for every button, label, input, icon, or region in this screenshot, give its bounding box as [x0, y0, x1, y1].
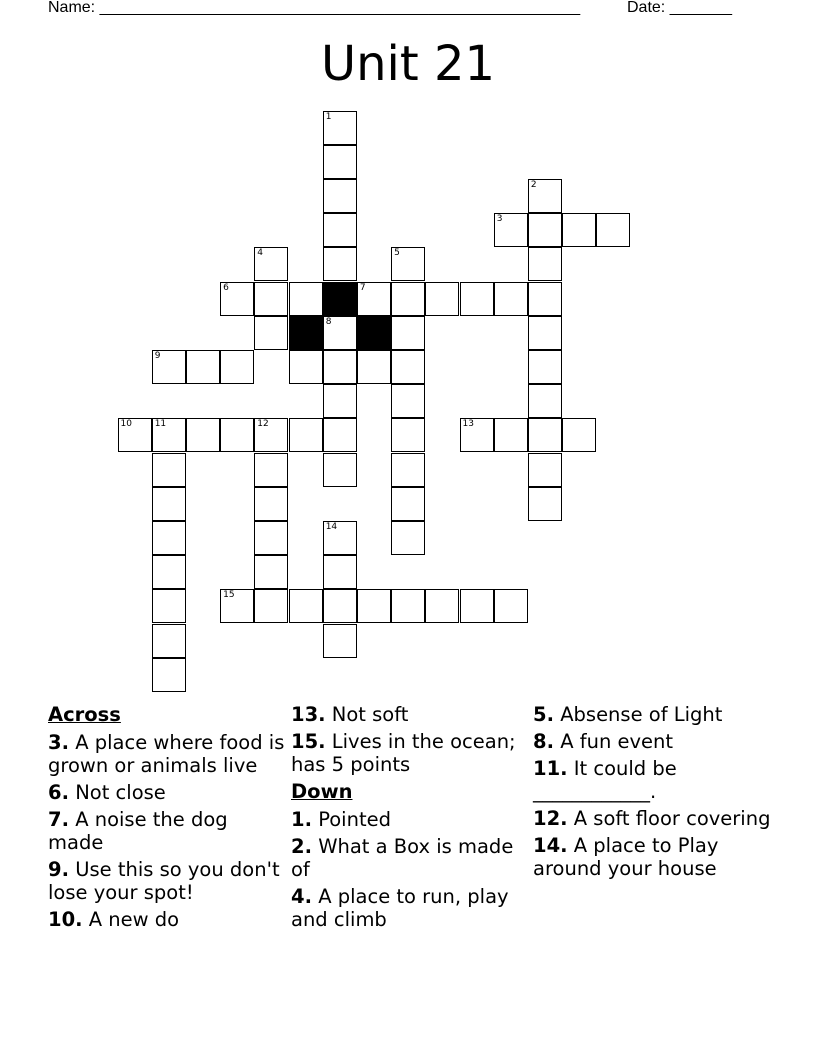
clue-across-9: 9. Use this so you don't lose your spot!	[48, 858, 280, 904]
crossword-cell[interactable]	[323, 384, 357, 418]
clue-across-3: 3. A place where food is grown or animals live	[48, 731, 285, 777]
crossword-cell[interactable]	[596, 213, 630, 247]
crossword-cell[interactable]	[152, 487, 186, 521]
crossword-cell[interactable]	[323, 453, 357, 487]
clue-number: 15	[223, 590, 235, 601]
clue-down-2: 2. What a Box is made of	[291, 835, 514, 881]
crossword-cell[interactable]	[391, 282, 425, 316]
crossword-cell[interactable]	[357, 350, 391, 384]
crossword-cell[interactable]	[323, 213, 357, 247]
crossword-cell[interactable]	[391, 350, 425, 384]
crossword-cell[interactable]	[323, 418, 357, 452]
black-cell	[323, 282, 357, 316]
black-cell	[357, 316, 391, 350]
clues-column-3	[533, 703, 773, 884]
crossword-cell[interactable]	[118, 418, 152, 452]
clue-number: 5	[394, 248, 400, 259]
crossword-cell[interactable]	[460, 282, 494, 316]
crossword-cell[interactable]	[391, 384, 425, 418]
crossword-cell[interactable]	[528, 213, 562, 247]
crossword-cell[interactable]	[186, 418, 220, 452]
crossword-cell[interactable]	[528, 350, 562, 384]
crossword-cell[interactable]	[528, 418, 562, 452]
crossword-cell[interactable]	[254, 418, 288, 452]
crossword-cell[interactable]	[391, 316, 425, 350]
crossword-cell[interactable]	[528, 282, 562, 316]
clue-across-15: 15. Lives in the ocean; has 5 points	[291, 730, 516, 776]
crossword-cell[interactable]	[152, 624, 186, 658]
crossword-cell[interactable]	[528, 453, 562, 487]
crossword-cell[interactable]	[528, 247, 562, 281]
crossword-cell[interactable]	[528, 384, 562, 418]
crossword-cell[interactable]	[323, 350, 357, 384]
crossword-cell[interactable]	[391, 247, 425, 281]
clue-number: 11	[154, 419, 167, 430]
crossword-cell[interactable]	[289, 282, 323, 316]
crossword-cell[interactable]	[152, 521, 186, 555]
crossword-cell[interactable]	[528, 487, 562, 521]
crossword-cell[interactable]	[152, 350, 186, 384]
clue-number: 9	[154, 350, 161, 361]
crossword-cell[interactable]	[494, 213, 528, 247]
crossword-cell[interactable]	[494, 282, 528, 316]
date-field[interactable]: Date: _______	[627, 0, 732, 16]
crossword-cell[interactable]	[186, 350, 220, 384]
clue-number: 2	[530, 179, 537, 190]
crossword-cell[interactable]	[254, 521, 288, 555]
name-field[interactable]: Name: ______________________________________________________	[48, 0, 581, 16]
page-title: Unit 21	[320, 36, 496, 92]
crossword-cell[interactable]	[460, 418, 494, 452]
clue-number: 3	[496, 214, 503, 225]
clue-number: 8	[325, 316, 332, 327]
crossword-cell[interactable]	[357, 282, 391, 316]
crossword-cell[interactable]	[391, 521, 425, 555]
clue-number: 4	[257, 248, 264, 259]
crossword-cell[interactable]	[152, 589, 186, 623]
crossword-cell[interactable]	[254, 487, 288, 521]
crossword-cell[interactable]	[323, 316, 357, 350]
crossword-cell[interactable]	[460, 589, 494, 623]
crossword-cell[interactable]	[254, 316, 288, 350]
crossword-cell[interactable]	[323, 145, 357, 179]
crossword-cell[interactable]	[323, 555, 357, 589]
clue-number: 1	[325, 111, 332, 122]
black-cell	[289, 316, 323, 350]
crossword-cell[interactable]	[254, 247, 288, 281]
clue-number: 12	[257, 419, 269, 430]
crossword-cell[interactable]	[289, 418, 323, 452]
clue-across-10: 10. A new do	[48, 908, 180, 931]
crossword-cell[interactable]	[289, 589, 323, 623]
clue-down-14: 14. A place to Play around your house	[533, 834, 719, 880]
crossword-cell[interactable]	[528, 316, 562, 350]
clue-down-11: 11. It could be ____________.	[533, 757, 677, 803]
crossword-cell[interactable]	[289, 350, 323, 384]
crossword-cell[interactable]	[357, 589, 391, 623]
clue-down-4: 4. A place to run, play and climb	[291, 885, 509, 931]
crossword-cell[interactable]	[254, 555, 288, 589]
crossword-cell[interactable]	[323, 589, 357, 623]
crossword-cell[interactable]	[391, 487, 425, 521]
clue-across-7: 7. A noise the dog made	[48, 808, 228, 854]
crossword-cell[interactable]	[391, 453, 425, 487]
crossword-cell[interactable]	[220, 418, 254, 452]
crossword-cell[interactable]	[562, 213, 596, 247]
clues-column-1	[48, 703, 288, 935]
crossword-cell[interactable]	[254, 589, 288, 623]
crossword-cell[interactable]	[152, 658, 186, 692]
crossword-cell[interactable]	[254, 282, 288, 316]
crossword-cell[interactable]	[323, 624, 357, 658]
clue-down-8: 8. A fun event	[533, 730, 674, 753]
crossword-cell[interactable]	[323, 521, 357, 555]
clue-number: 6	[223, 282, 229, 293]
clues-column-2	[291, 703, 531, 935]
across-heading: Across	[48, 703, 121, 726]
crossword-cell[interactable]	[425, 589, 459, 623]
crossword-cell[interactable]	[152, 453, 186, 487]
clue-number: 14	[325, 521, 338, 532]
clue-across-6: 6. Not close	[48, 781, 166, 804]
crossword-cell[interactable]	[391, 418, 425, 452]
crossword-cell[interactable]	[494, 589, 528, 623]
crossword-cell[interactable]	[323, 247, 357, 281]
clue-number: 7	[359, 282, 366, 293]
crossword-cell[interactable]	[220, 350, 254, 384]
clue-number: 13	[462, 419, 474, 430]
crossword-cell[interactable]	[220, 282, 254, 316]
crossword-cell[interactable]	[562, 418, 596, 452]
crossword-cell[interactable]	[152, 555, 186, 589]
crossword-cell[interactable]	[494, 418, 528, 452]
crossword-cell[interactable]	[528, 179, 562, 213]
clue-down-1: 1. Pointed	[291, 808, 391, 831]
crossword-cell[interactable]	[220, 589, 254, 623]
crossword-cell[interactable]	[323, 111, 357, 145]
crossword-cell[interactable]	[323, 179, 357, 213]
crossword-cell[interactable]	[425, 282, 459, 316]
crossword-cell[interactable]	[391, 589, 425, 623]
crossword-cell[interactable]	[152, 418, 186, 452]
clue-down-5: 5. Absense of Light	[533, 703, 723, 726]
clue-number: 10	[120, 419, 132, 430]
clue-down-12: 12. A soft floor covering	[533, 807, 771, 830]
down-heading: Down	[291, 780, 353, 803]
clue-across-13: 13. Not soft	[291, 703, 409, 726]
crossword-cell[interactable]	[254, 453, 288, 487]
